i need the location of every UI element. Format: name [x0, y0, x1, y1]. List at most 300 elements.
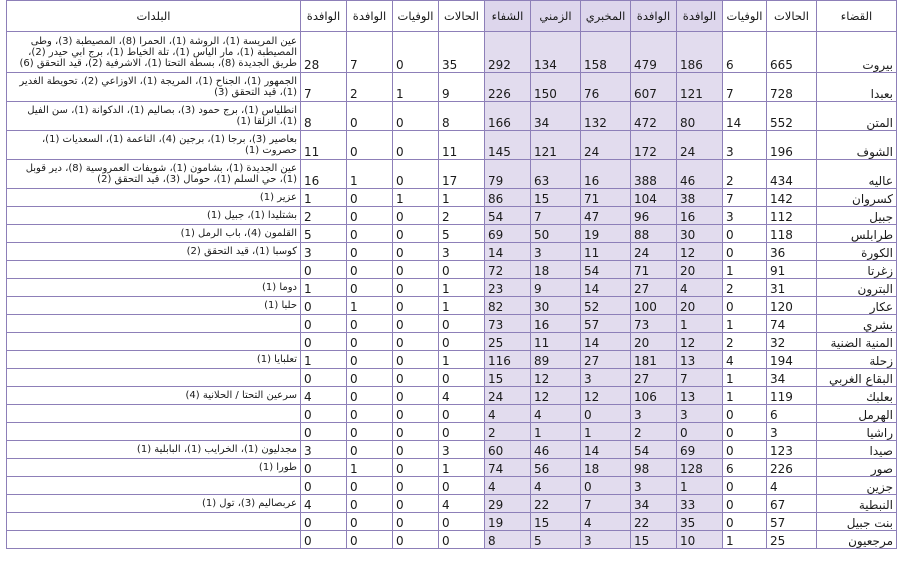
- cell-local-total: 181: [631, 351, 677, 369]
- table-row: [7, 160, 897, 189]
- cell-local-total: 472: [631, 102, 677, 131]
- cell-time-recovery: 22: [531, 495, 581, 513]
- cell-imported-total: 1: [677, 315, 723, 333]
- cell-deaths-new: 0: [393, 351, 439, 369]
- cell-deaths-total: 0: [723, 513, 767, 531]
- table-row: [7, 477, 897, 495]
- cell-recovered: 54: [485, 207, 531, 225]
- cell-district: طرابلس: [817, 225, 897, 243]
- cell-district: راشيا: [817, 423, 897, 441]
- cell-imported-new: 0: [347, 315, 393, 333]
- cell-recovered: 23: [485, 279, 531, 297]
- cell-imported-new: 0: [347, 423, 393, 441]
- cell-deaths-total: 0: [723, 297, 767, 315]
- cell-district: بشري: [817, 315, 897, 333]
- cell-cases-total: 226: [767, 459, 817, 477]
- cell-deaths-new: 0: [393, 279, 439, 297]
- cell-district: كسروان: [817, 189, 897, 207]
- cell-deaths-new: 0: [393, 369, 439, 387]
- cell-district: الكورة: [817, 243, 897, 261]
- cell-cases-total: 31: [767, 279, 817, 297]
- table-row: [7, 351, 897, 369]
- cell-recovered: 4: [485, 405, 531, 423]
- cell-deaths-new: 0: [393, 225, 439, 243]
- cell-towns: [7, 531, 301, 549]
- cell-imported-total: 13: [677, 351, 723, 369]
- cell-deaths-total: 6: [723, 32, 767, 73]
- cell-local-new: 8: [301, 102, 347, 131]
- table-row: [7, 261, 897, 279]
- cell-imported-total: 4: [677, 279, 723, 297]
- cell-deaths-new: 1: [393, 189, 439, 207]
- cell-district: البقاع الغربي: [817, 369, 897, 387]
- cell-time-recovery: 134: [531, 32, 581, 73]
- cell-lab-recovery: 1: [581, 423, 631, 441]
- cell-recovered: 292: [485, 32, 531, 73]
- cell-local-total: 607: [631, 73, 677, 102]
- cell-deaths-new: 0: [393, 160, 439, 189]
- table-row: [7, 225, 897, 243]
- cell-cases-new: 17: [439, 160, 485, 189]
- cell-cases-new: 4: [439, 387, 485, 405]
- cell-towns: مجدليون (1)، الخرايب (1)، البابلية (1): [7, 441, 301, 459]
- cell-time-recovery: 150: [531, 73, 581, 102]
- cell-cases-new: 2: [439, 207, 485, 225]
- cell-local-new: 11: [301, 131, 347, 160]
- cell-lab-recovery: 11: [581, 243, 631, 261]
- cell-imported-new: 0: [347, 513, 393, 531]
- cell-local-total: 15: [631, 531, 677, 549]
- cell-local-total: 73: [631, 315, 677, 333]
- cell-towns: [7, 333, 301, 351]
- cell-time-recovery: 30: [531, 297, 581, 315]
- cell-lab-recovery: 0: [581, 405, 631, 423]
- cell-lab-recovery: 71: [581, 189, 631, 207]
- cell-imported-total: 80: [677, 102, 723, 131]
- cell-local-total: 98: [631, 459, 677, 477]
- cell-recovered: 4: [485, 477, 531, 495]
- cell-deaths-total: 1: [723, 531, 767, 549]
- cell-cases-total: 112: [767, 207, 817, 225]
- cell-district: المنية الضنية: [817, 333, 897, 351]
- cell-deaths-total: 1: [723, 315, 767, 333]
- cell-imported-total: 35: [677, 513, 723, 531]
- cell-towns: سرعين التحتا / الحلانية (4): [7, 387, 301, 405]
- header-time-recovery: الزمني: [531, 1, 581, 32]
- cell-imported-new: 1: [347, 459, 393, 477]
- cell-lab-recovery: 132: [581, 102, 631, 131]
- cell-recovered: 19: [485, 513, 531, 531]
- cell-local-total: 34: [631, 495, 677, 513]
- cell-recovered: 25: [485, 333, 531, 351]
- cell-cases-total: 32: [767, 333, 817, 351]
- table-row: [7, 297, 897, 315]
- cell-deaths-total: 1: [723, 369, 767, 387]
- cell-local-new: 5: [301, 225, 347, 243]
- cell-local-new: 16: [301, 160, 347, 189]
- cell-cases-new: 1: [439, 189, 485, 207]
- cell-recovered: 60: [485, 441, 531, 459]
- cell-lab-recovery: 0: [581, 477, 631, 495]
- table-row: [7, 387, 897, 405]
- cell-recovered: 166: [485, 102, 531, 131]
- cell-imported-total: 1: [677, 477, 723, 495]
- cell-towns: بشتليدا (1)، جبيل (1): [7, 207, 301, 225]
- cell-deaths-new: 0: [393, 315, 439, 333]
- cell-imported-total: 20: [677, 261, 723, 279]
- cell-local-total: 100: [631, 297, 677, 315]
- cell-deaths-total: 14: [723, 102, 767, 131]
- cell-cases-new: 0: [439, 315, 485, 333]
- cell-district: جزين: [817, 477, 897, 495]
- cell-deaths-new: 0: [393, 513, 439, 531]
- header-deaths-new: الوفيات: [393, 1, 439, 32]
- cell-lab-recovery: 14: [581, 333, 631, 351]
- cell-imported-new: 0: [347, 441, 393, 459]
- cell-towns: عزير (1): [7, 189, 301, 207]
- cell-imported-new: 0: [347, 495, 393, 513]
- cell-deaths-new: 0: [393, 102, 439, 131]
- cell-towns: عين الجديدة (1)، بشامون (1)، شويفات العمروسية (8)، دير قوبل (1)، حي السلم (1)، حومال (3)، قيد التحقق (2): [7, 160, 301, 189]
- table-row: [7, 32, 897, 73]
- cell-cases-total: 4: [767, 477, 817, 495]
- cell-cases-new: 1: [439, 351, 485, 369]
- cell-recovered: 86: [485, 189, 531, 207]
- cell-time-recovery: 9: [531, 279, 581, 297]
- cell-deaths-total: 7: [723, 73, 767, 102]
- cell-imported-new: 0: [347, 243, 393, 261]
- cell-cases-new: 1: [439, 297, 485, 315]
- cell-local-total: 3: [631, 477, 677, 495]
- cell-cases-new: 4: [439, 495, 485, 513]
- cell-imported-new: 0: [347, 279, 393, 297]
- cell-deaths-new: 0: [393, 387, 439, 405]
- cell-district: المتن: [817, 102, 897, 131]
- cell-local-new: 1: [301, 189, 347, 207]
- cell-cases-total: 728: [767, 73, 817, 102]
- cell-imported-new: 0: [347, 189, 393, 207]
- cell-lab-recovery: 14: [581, 279, 631, 297]
- cell-cases-total: 434: [767, 160, 817, 189]
- cell-local-total: 388: [631, 160, 677, 189]
- cell-local-new: 0: [301, 477, 347, 495]
- header-imported-new: الوافدة: [347, 1, 393, 32]
- table-row: [7, 495, 897, 513]
- table-header: [7, 1, 897, 32]
- cell-deaths-new: 0: [393, 477, 439, 495]
- header-cases-total: الحالات: [767, 1, 817, 32]
- cell-lab-recovery: 76: [581, 73, 631, 102]
- cell-time-recovery: 15: [531, 513, 581, 531]
- cell-cases-new: 8: [439, 102, 485, 131]
- cell-local-new: 0: [301, 423, 347, 441]
- cell-recovered: 24: [485, 387, 531, 405]
- cell-district: بعلبك: [817, 387, 897, 405]
- cell-time-recovery: 1: [531, 423, 581, 441]
- cell-imported-new: 0: [347, 531, 393, 549]
- cell-imported-new: 0: [347, 333, 393, 351]
- table-row: [7, 131, 897, 160]
- cell-lab-recovery: 4: [581, 513, 631, 531]
- cell-towns: [7, 405, 301, 423]
- cell-cases-new: 5: [439, 225, 485, 243]
- table-row: [7, 531, 897, 549]
- cell-recovered: 8: [485, 531, 531, 549]
- table-row: [7, 333, 897, 351]
- cell-imported-total: 12: [677, 243, 723, 261]
- cell-towns: [7, 423, 301, 441]
- cell-cases-total: 123: [767, 441, 817, 459]
- cell-cases-total: 665: [767, 32, 817, 73]
- header-local-total: الوافدة: [631, 1, 677, 32]
- table-row: [7, 369, 897, 387]
- cell-cases-new: 0: [439, 405, 485, 423]
- cell-district: بنت جبيل: [817, 513, 897, 531]
- table-row: [7, 423, 897, 441]
- header-deaths-total: الوفيات: [723, 1, 767, 32]
- cell-district: زغرتا: [817, 261, 897, 279]
- cell-imported-total: 12: [677, 333, 723, 351]
- table-row: [7, 405, 897, 423]
- cell-imported-new: 0: [347, 207, 393, 225]
- cell-cases-total: 142: [767, 189, 817, 207]
- cell-lab-recovery: 24: [581, 131, 631, 160]
- cell-local-new: 0: [301, 405, 347, 423]
- cell-time-recovery: 18: [531, 261, 581, 279]
- cell-local-new: 3: [301, 243, 347, 261]
- cell-recovered: 73: [485, 315, 531, 333]
- cell-time-recovery: 121: [531, 131, 581, 160]
- cell-cases-total: 196: [767, 131, 817, 160]
- cell-deaths-new: 0: [393, 131, 439, 160]
- cell-deaths-total: 6: [723, 459, 767, 477]
- cell-deaths-new: 0: [393, 333, 439, 351]
- cell-time-recovery: 56: [531, 459, 581, 477]
- cell-towns: [7, 513, 301, 531]
- cell-cases-new: 35: [439, 32, 485, 73]
- cell-deaths-new: 0: [393, 297, 439, 315]
- cell-cases-total: 552: [767, 102, 817, 131]
- cell-recovered: 226: [485, 73, 531, 102]
- table-row: [7, 441, 897, 459]
- cell-district: الهرمل: [817, 405, 897, 423]
- cell-deaths-total: 0: [723, 225, 767, 243]
- cell-local-new: 0: [301, 369, 347, 387]
- cell-cases-total: 194: [767, 351, 817, 369]
- cell-recovered: 29: [485, 495, 531, 513]
- cell-local-total: 479: [631, 32, 677, 73]
- cell-cases-new: 1: [439, 459, 485, 477]
- cell-time-recovery: 11: [531, 333, 581, 351]
- cell-cases-total: 91: [767, 261, 817, 279]
- cell-recovered: 82: [485, 297, 531, 315]
- cell-imported-new: 0: [347, 131, 393, 160]
- cell-cases-total: 36: [767, 243, 817, 261]
- cell-cases-new: 0: [439, 369, 485, 387]
- cell-deaths-new: 1: [393, 73, 439, 102]
- cell-time-recovery: 15: [531, 189, 581, 207]
- cell-district: الشوف: [817, 131, 897, 160]
- cell-towns: [7, 477, 301, 495]
- cell-time-recovery: 63: [531, 160, 581, 189]
- header-lab-recovery: المخبري: [581, 1, 631, 32]
- cell-imported-total: 24: [677, 131, 723, 160]
- header-cases-new: الحالات: [439, 1, 485, 32]
- cell-deaths-new: 0: [393, 495, 439, 513]
- cell-recovered: 72: [485, 261, 531, 279]
- cell-imported-total: 69: [677, 441, 723, 459]
- header-district: القضاء: [817, 1, 897, 32]
- cell-imported-total: 38: [677, 189, 723, 207]
- cell-towns: الجمهور (1)، الجناح (1)، المريجة (1)، الاوزاعي (2)، تحويطة الغدير (1)، قيد التحقق (3): [7, 73, 301, 102]
- header-imported-total: الوافدة: [677, 1, 723, 32]
- cell-lab-recovery: 18: [581, 459, 631, 477]
- cases-by-district-table: [6, 0, 897, 549]
- cell-local-new: 2: [301, 207, 347, 225]
- header-recovered: الشفاء: [485, 1, 531, 32]
- cell-towns: طورا (1): [7, 459, 301, 477]
- table-row: [7, 207, 897, 225]
- cell-local-total: 2: [631, 423, 677, 441]
- table-row: [7, 459, 897, 477]
- cell-local-total: 22: [631, 513, 677, 531]
- cell-cases-total: 57: [767, 513, 817, 531]
- cell-local-new: 4: [301, 495, 347, 513]
- cell-cases-new: 0: [439, 531, 485, 549]
- cell-imported-new: 0: [347, 387, 393, 405]
- cell-deaths-new: 0: [393, 261, 439, 279]
- cell-district: البترون: [817, 279, 897, 297]
- cell-local-total: 96: [631, 207, 677, 225]
- cell-lab-recovery: 57: [581, 315, 631, 333]
- cell-towns: [7, 369, 301, 387]
- cell-lab-recovery: 12: [581, 387, 631, 405]
- cell-recovered: 2: [485, 423, 531, 441]
- cell-cases-new: 3: [439, 441, 485, 459]
- cell-imported-total: 128: [677, 459, 723, 477]
- cell-deaths-total: 7: [723, 189, 767, 207]
- cell-local-new: 0: [301, 315, 347, 333]
- cell-towns: عين المريسة (1)، الروشة (1)، الحمرا (8)، المصيطبة (3)، وطى المصيطبة (1)، مار الياس (1)، تلة الخياط (1)، برج ابي حيدر (2)، طريق الجديدة (8)، بسطة التحتا (1)، الاشرفية (2)، قيد التحقق (6): [7, 32, 301, 73]
- data-table-container: [6, 0, 900, 562]
- cell-lab-recovery: 47: [581, 207, 631, 225]
- table-row: [7, 315, 897, 333]
- cell-towns: كوسبا (1)، قيد التحقق (2): [7, 243, 301, 261]
- cell-time-recovery: 50: [531, 225, 581, 243]
- cell-deaths-total: 0: [723, 495, 767, 513]
- cell-cases-total: 25: [767, 531, 817, 549]
- cell-deaths-total: 1: [723, 387, 767, 405]
- cell-imported-total: 30: [677, 225, 723, 243]
- cell-imported-total: 13: [677, 387, 723, 405]
- cell-towns: دوما (1): [7, 279, 301, 297]
- cell-deaths-total: 3: [723, 131, 767, 160]
- cell-cases-new: 0: [439, 333, 485, 351]
- table-row: [7, 189, 897, 207]
- cell-deaths-new: 0: [393, 32, 439, 73]
- cell-cases-total: 74: [767, 315, 817, 333]
- cell-imported-new: 0: [347, 225, 393, 243]
- cell-time-recovery: 3: [531, 243, 581, 261]
- cell-lab-recovery: 27: [581, 351, 631, 369]
- cell-local-new: 1: [301, 351, 347, 369]
- cell-lab-recovery: 3: [581, 531, 631, 549]
- cell-towns: تعلبايا (1): [7, 351, 301, 369]
- cell-imported-total: 0: [677, 423, 723, 441]
- cell-cases-total: 6: [767, 405, 817, 423]
- cell-local-new: 0: [301, 297, 347, 315]
- cell-imported-new: 1: [347, 297, 393, 315]
- cell-time-recovery: 46: [531, 441, 581, 459]
- header-local-new: الوافدة: [301, 1, 347, 32]
- cell-local-new: 0: [301, 513, 347, 531]
- cell-lab-recovery: 52: [581, 297, 631, 315]
- cell-lab-recovery: 16: [581, 160, 631, 189]
- cell-lab-recovery: 7: [581, 495, 631, 513]
- cell-imported-new: 0: [347, 351, 393, 369]
- cell-recovered: 14: [485, 243, 531, 261]
- cell-recovered: 116: [485, 351, 531, 369]
- cell-deaths-total: 0: [723, 441, 767, 459]
- cell-local-new: 0: [301, 333, 347, 351]
- cell-time-recovery: 34: [531, 102, 581, 131]
- cell-local-new: 0: [301, 261, 347, 279]
- cell-time-recovery: 5: [531, 531, 581, 549]
- cell-local-total: 20: [631, 333, 677, 351]
- cell-imported-new: 0: [347, 102, 393, 131]
- cell-time-recovery: 16: [531, 315, 581, 333]
- cell-lab-recovery: 158: [581, 32, 631, 73]
- cell-local-total: 27: [631, 279, 677, 297]
- cell-cases-new: 0: [439, 513, 485, 531]
- cell-district: بعبدا: [817, 73, 897, 102]
- cell-deaths-new: 0: [393, 459, 439, 477]
- cell-recovered: 15: [485, 369, 531, 387]
- cell-district: عاليه: [817, 160, 897, 189]
- table-row: [7, 513, 897, 531]
- cell-local-new: 4: [301, 387, 347, 405]
- cell-imported-total: 46: [677, 160, 723, 189]
- cell-recovered: 79: [485, 160, 531, 189]
- cell-imported-total: 20: [677, 297, 723, 315]
- cell-deaths-new: 0: [393, 531, 439, 549]
- cell-towns: حلبا (1): [7, 297, 301, 315]
- cell-cases-new: 9: [439, 73, 485, 102]
- cell-deaths-new: 0: [393, 441, 439, 459]
- cell-local-new: 3: [301, 441, 347, 459]
- cell-imported-total: 16: [677, 207, 723, 225]
- cell-deaths-new: 0: [393, 207, 439, 225]
- cell-cases-new: 1: [439, 279, 485, 297]
- cell-district: مرجعيون: [817, 531, 897, 549]
- cell-district: صور: [817, 459, 897, 477]
- cell-cases-new: 0: [439, 423, 485, 441]
- cell-deaths-total: 0: [723, 477, 767, 495]
- cell-cases-total: 34: [767, 369, 817, 387]
- cell-district: بيروت: [817, 32, 897, 73]
- header-row: [7, 1, 897, 32]
- cell-local-new: 7: [301, 73, 347, 102]
- cell-cases-new: 3: [439, 243, 485, 261]
- cell-local-total: 88: [631, 225, 677, 243]
- cell-district: عكار: [817, 297, 897, 315]
- cell-imported-total: 186: [677, 32, 723, 73]
- cell-deaths-total: 0: [723, 405, 767, 423]
- cell-imported-new: 7: [347, 32, 393, 73]
- cell-imported-new: 0: [347, 369, 393, 387]
- cell-imported-new: 2: [347, 73, 393, 102]
- cell-imported-new: 1: [347, 160, 393, 189]
